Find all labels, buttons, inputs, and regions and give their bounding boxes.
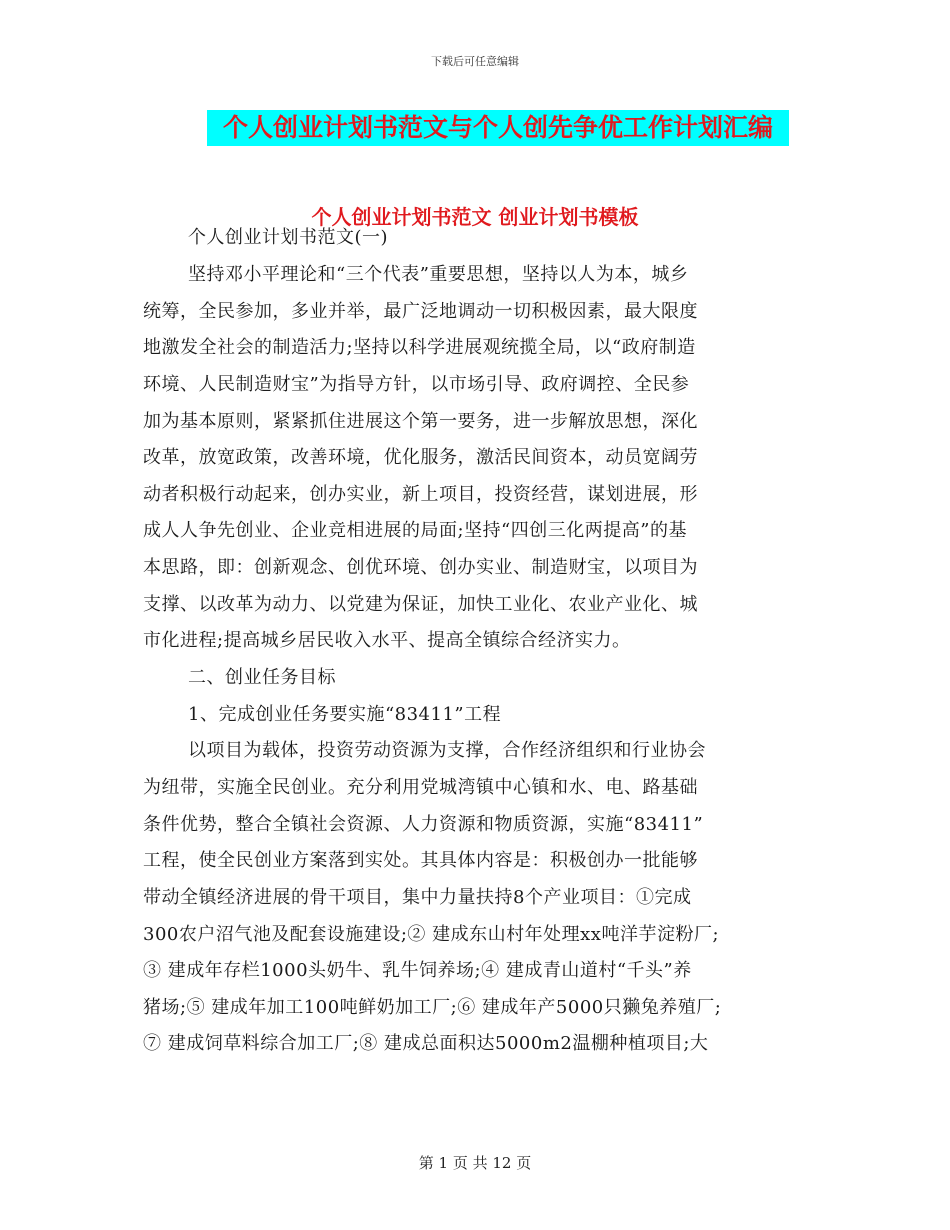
body-line: 加为基本原则，紧紧抓住进展这个第一要务，进一步解放思想，深化 (143, 411, 698, 432)
page-number-footer: 第 1 页 共 12 页 (418, 1154, 532, 1172)
body-line: 成人人争先创业、企业竞相进展的局面;坚持“四创三化两提高”的基 (143, 520, 687, 541)
subsection-heading: 1、完成创业任务要实施“83411”工程 (188, 704, 502, 725)
section-heading: 二、创业任务目标 (188, 667, 336, 688)
body-line: 300农户沼气池及配套设施建设;② 建成东山村年处理xx吨洋芋淀粉厂; (143, 924, 720, 945)
page-header-note: 下载后可任意编辑 (431, 55, 519, 68)
document-main-title: 个人创业计划书范文与个人创先争优工作计划汇编 (207, 110, 789, 146)
body-line: 环境、人民制造财宝”为指导方针，以市场引导、政府调控、全民参 (143, 374, 690, 395)
body-line: 市化进程;提高城乡居民收入水平、提高全镇综合经济实力。 (143, 630, 631, 651)
body-line: 动者积极行动起来，创办实业，新上项目，投资经营，谋划进展，形 (143, 484, 698, 505)
body-line: ③ 建成年存栏1000头奶牛、乳牛饲养场;④ 建成青山道村“千头”养 (143, 960, 692, 981)
body-line: 支撑、以改革为动力、以党建为保证，加快工业化、农业产业化、城 (143, 594, 698, 615)
body-line: 为纽带，实施全民创业。充分利用党城湾镇中心镇和水、电、路基础 (143, 777, 698, 798)
body-line: 个人创业计划书范文(一) (188, 227, 389, 248)
body-line: ⑦ 建成饲草料综合加工厂;⑧ 建成总面积达5000m2温棚种植项目;大 (143, 1033, 709, 1054)
body-line: 条件优势，整合全镇社会资源、人力资源和物质资源，实施“83411” (143, 814, 704, 835)
body-line: 地激发全社会的制造活力;坚持以科学进展观统揽全局，以“政府制造 (143, 337, 696, 358)
document-sub-title: 个人创业计划书范文 创业计划书模板 (311, 205, 639, 229)
body-line: 猪场;⑤ 建成年加工100吨鲜奶加工厂;⑥ 建成年产5000只獭兔养殖厂; (143, 997, 722, 1018)
body-line: 以项目为载体，投资劳动资源为支撑，合作经济组织和行业协会 (188, 740, 706, 761)
body-line: 统筹，全民参加，多业并举，最广泛地调动一切积极因素，最大限度 (143, 301, 698, 322)
body-line: 带动全镇经济进展的骨干项目，集中力量扶持8个产业项目：①完成 (143, 887, 692, 908)
body-line: 坚持邓小平理论和“三个代表”重要思想，坚持以人为本，城乡 (188, 264, 689, 285)
body-line: 改革，放宽政策，改善环境，优化服务，激活民间资本，动员宽阔劳 (143, 447, 698, 468)
body-line: 本思路，即：创新观念、创优环境、创办实业、制造财宝，以项目为 (143, 557, 698, 578)
body-line: 工程，使全民创业方案落到实处。其具体内容是：积极创办一批能够 (143, 850, 698, 871)
